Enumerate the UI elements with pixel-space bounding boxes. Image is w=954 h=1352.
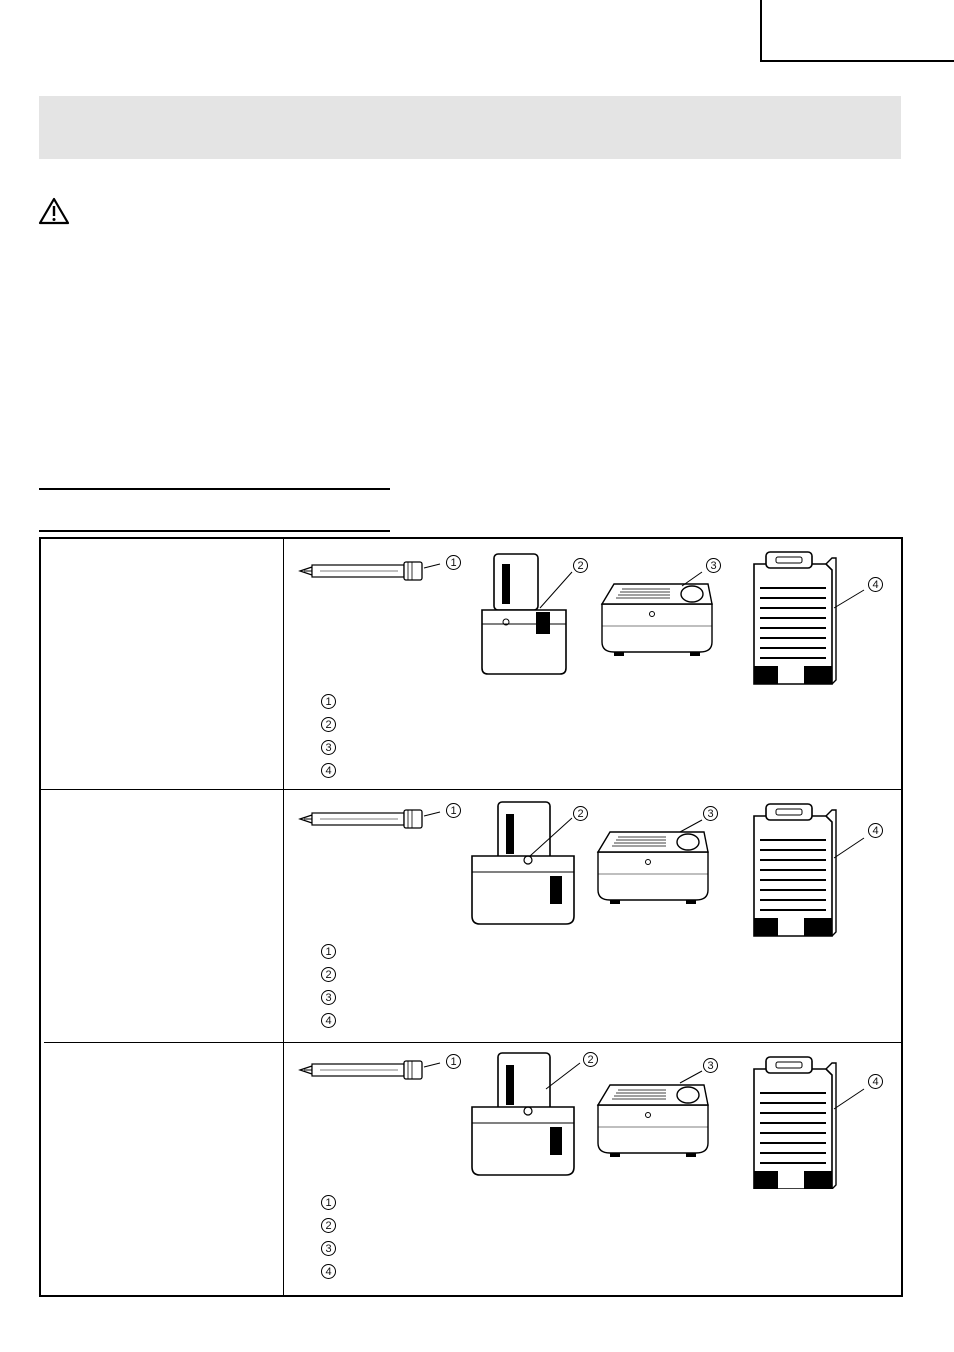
battery-drawing bbox=[472, 1053, 574, 1175]
item-number-1: 1 bbox=[321, 1195, 336, 1210]
callout-3: 3 bbox=[706, 558, 721, 573]
row-1-illustrations bbox=[284, 546, 902, 686]
callout-1: 1 bbox=[446, 555, 461, 570]
battery-drawing bbox=[472, 802, 574, 924]
callout-2: 2 bbox=[573, 558, 588, 573]
page-corner-tab bbox=[760, 0, 954, 62]
charger-drawing bbox=[598, 832, 708, 904]
item-number-2: 2 bbox=[321, 717, 336, 732]
screwdriver-bit-drawing bbox=[300, 810, 422, 828]
callout-4: 4 bbox=[868, 823, 883, 838]
callout-3: 3 bbox=[703, 806, 718, 821]
callout-1: 1 bbox=[446, 1054, 461, 1069]
item-number-3: 3 bbox=[321, 1241, 336, 1256]
callout-3: 3 bbox=[703, 1058, 718, 1073]
carrying-case-drawing bbox=[754, 1057, 836, 1189]
item-number-2: 2 bbox=[321, 1218, 336, 1233]
callout-2: 2 bbox=[573, 806, 588, 821]
callout-4: 4 bbox=[868, 577, 883, 592]
item-number-3: 3 bbox=[321, 740, 336, 755]
heading-underline-2 bbox=[39, 530, 390, 532]
item-number-3: 3 bbox=[321, 990, 336, 1005]
row-3-illustrations bbox=[284, 1049, 902, 1189]
table-row-divider-1 bbox=[40, 789, 902, 790]
row-2-illustrations bbox=[284, 798, 902, 938]
section-title-band bbox=[39, 96, 901, 159]
charger-drawing bbox=[602, 584, 712, 656]
charger-drawing bbox=[598, 1085, 708, 1157]
item-number-1: 1 bbox=[321, 944, 336, 959]
item-number-4: 4 bbox=[321, 1013, 336, 1028]
screwdriver-bit-drawing bbox=[300, 562, 422, 580]
carrying-case-drawing bbox=[754, 804, 836, 936]
table-row-divider-2 bbox=[44, 1042, 902, 1043]
callout-1: 1 bbox=[446, 803, 461, 818]
warning-triangle-icon bbox=[38, 197, 70, 225]
callout-4: 4 bbox=[868, 1074, 883, 1089]
screwdriver-bit-drawing bbox=[300, 1061, 422, 1079]
battery-drawing bbox=[482, 554, 566, 674]
item-number-1: 1 bbox=[321, 694, 336, 709]
item-number-4: 4 bbox=[321, 763, 336, 778]
heading-underline-1 bbox=[39, 488, 390, 490]
callout-2: 2 bbox=[583, 1052, 598, 1067]
item-number-4: 4 bbox=[321, 1264, 336, 1279]
carrying-case-drawing bbox=[754, 552, 836, 684]
item-number-2: 2 bbox=[321, 967, 336, 982]
